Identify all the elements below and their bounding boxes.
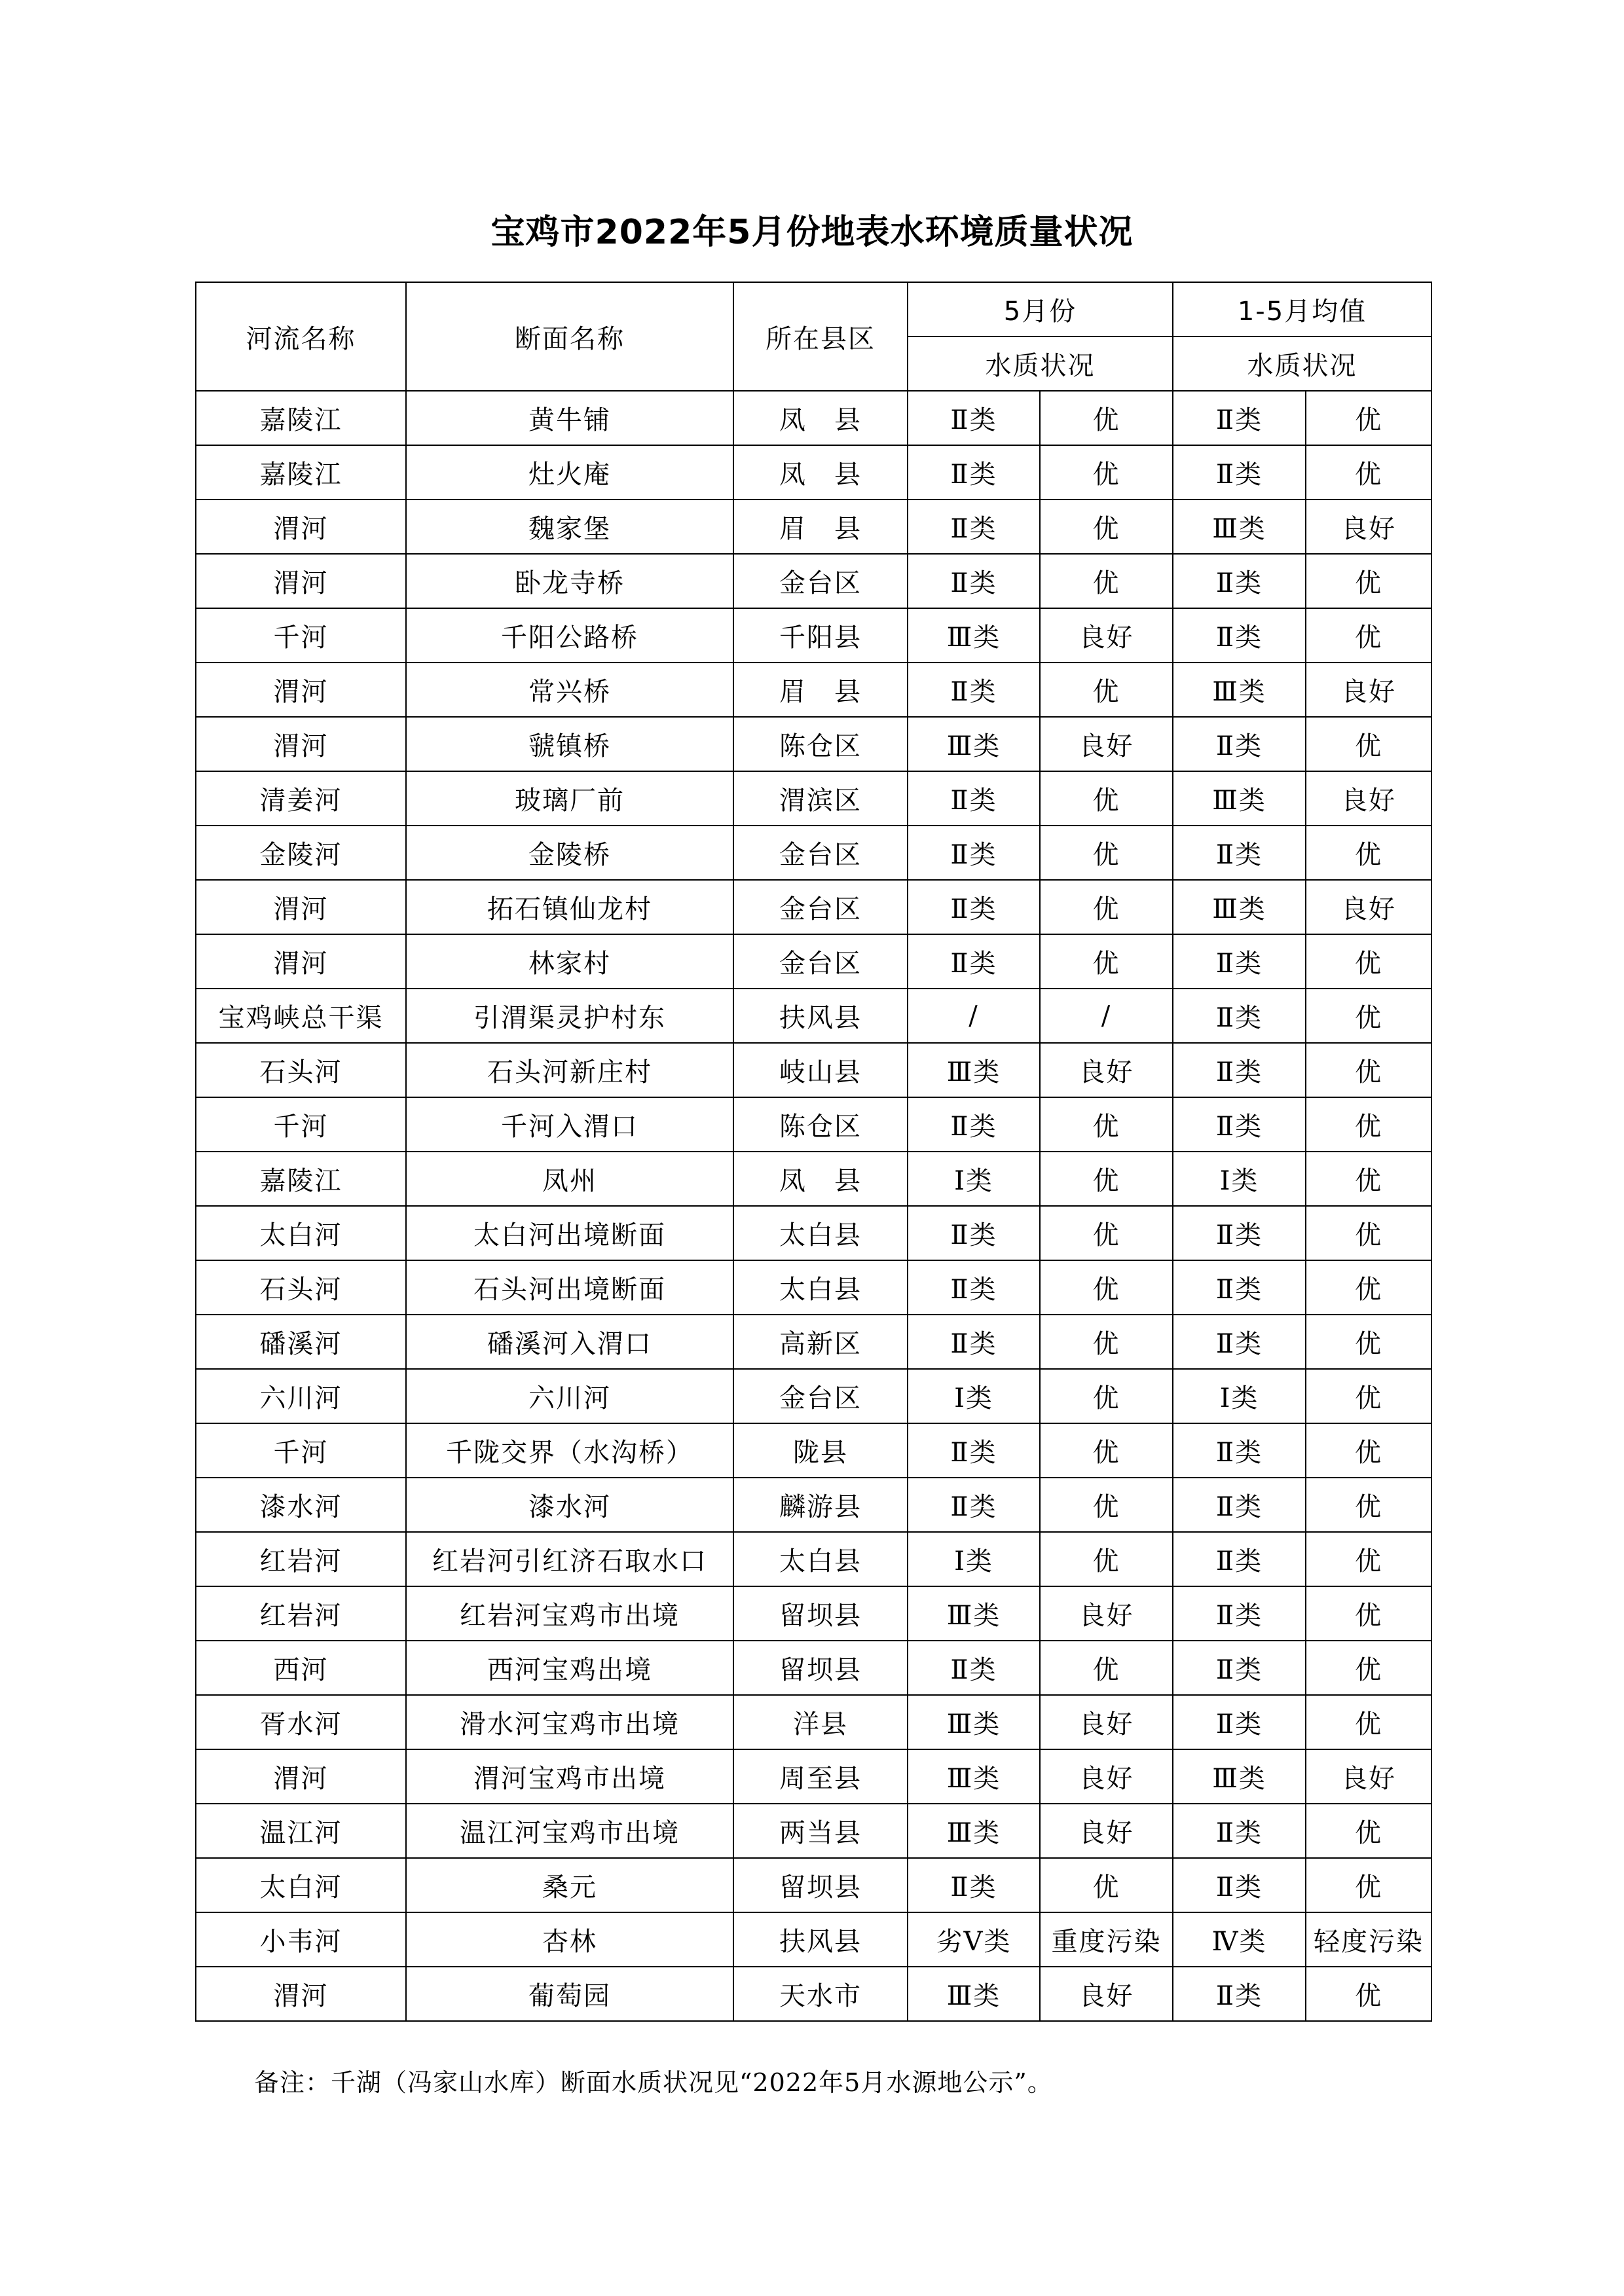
- cell-avg-status: 优: [1306, 554, 1431, 608]
- table-row: [196, 1912, 1431, 1967]
- cell-county: 留坝县: [733, 1858, 908, 1912]
- cell-section: 石头河出境断面: [406, 1260, 733, 1315]
- cell-section: 红岩河引红济石取水口: [406, 1532, 733, 1586]
- cell-river: 太白河: [196, 1858, 406, 1912]
- table-row: [196, 1532, 1431, 1586]
- cell-county: 金台区: [733, 826, 908, 880]
- cell-avg-class: Ⅱ类: [1173, 1478, 1306, 1532]
- cell-county: 金台区: [733, 1369, 908, 1423]
- cell-county: 金台区: [733, 934, 908, 989]
- cell-county: 岐山县: [733, 1043, 908, 1097]
- table-row: [196, 1749, 1431, 1804]
- cell-river: 石头河: [196, 1260, 406, 1315]
- header-may: 5月份: [908, 282, 1173, 337]
- cell-avg-class: Ⅱ类: [1173, 1423, 1306, 1478]
- header-avg-water-quality: 水质状况: [1173, 337, 1431, 391]
- cell-may-class: Ⅱ类: [908, 1206, 1040, 1260]
- water-quality-table: [195, 282, 1432, 2022]
- cell-avg-class: Ⅱ类: [1173, 1097, 1306, 1152]
- cell-avg-class: Ⅰ类: [1173, 1152, 1306, 1206]
- cell-avg-class: Ⅱ类: [1173, 1858, 1306, 1912]
- cell-river: 嘉陵江: [196, 391, 406, 445]
- cell-may-status: 优: [1040, 1206, 1173, 1260]
- cell-avg-status: 优: [1306, 1369, 1431, 1423]
- table-row: [196, 391, 1431, 445]
- cell-avg-status: 优: [1306, 1152, 1431, 1206]
- cell-may-class: Ⅱ类: [908, 1097, 1040, 1152]
- cell-may-status: 优: [1040, 934, 1173, 989]
- cell-avg-status: 优: [1306, 1043, 1431, 1097]
- cell-section: 拓石镇仙龙村: [406, 880, 733, 934]
- cell-river: 宝鸡峡总干渠: [196, 989, 406, 1043]
- cell-avg-class: Ⅱ类: [1173, 1315, 1306, 1369]
- cell-river: 千河: [196, 608, 406, 663]
- header-jan-may-avg: 1-5月均值: [1173, 282, 1431, 337]
- cell-river: 渭河: [196, 717, 406, 771]
- cell-river: 胥水河: [196, 1695, 406, 1749]
- cell-county: 凤 县: [733, 391, 908, 445]
- cell-avg-class: Ⅲ类: [1173, 663, 1306, 717]
- cell-river: 渭河: [196, 1967, 406, 2021]
- cell-may-status: 良好: [1040, 608, 1173, 663]
- cell-county: 洋县: [733, 1695, 908, 1749]
- cell-may-status: /: [1040, 989, 1173, 1043]
- cell-section: 漆水河: [406, 1478, 733, 1532]
- cell-avg-class: Ⅱ类: [1173, 608, 1306, 663]
- cell-county: 金台区: [733, 880, 908, 934]
- cell-may-status: 优: [1040, 1315, 1173, 1369]
- cell-section: 引渭渠灵护村东: [406, 989, 733, 1043]
- cell-section: 渭河宝鸡市出境: [406, 1749, 733, 1804]
- table-row: [196, 1423, 1431, 1478]
- cell-county: 渭滨区: [733, 771, 908, 826]
- cell-may-class: Ⅱ类: [908, 554, 1040, 608]
- cell-river: 渭河: [196, 1749, 406, 1804]
- table-row: [196, 1260, 1431, 1315]
- table-row: [196, 554, 1431, 608]
- cell-county: 麟游县: [733, 1478, 908, 1532]
- cell-may-status: 良好: [1040, 717, 1173, 771]
- cell-river: 金陵河: [196, 826, 406, 880]
- table-row: [196, 1858, 1431, 1912]
- cell-section: 凤州: [406, 1152, 733, 1206]
- cell-section: 杏林: [406, 1912, 733, 1967]
- cell-county: 眉 县: [733, 663, 908, 717]
- cell-county: 陈仓区: [733, 717, 908, 771]
- cell-county: 扶风县: [733, 1912, 908, 1967]
- cell-may-class: Ⅱ类: [908, 500, 1040, 554]
- table-header-row: [196, 282, 1431, 337]
- cell-avg-status: 优: [1306, 934, 1431, 989]
- header-may-water-quality: 水质状况: [908, 337, 1173, 391]
- cell-avg-class: Ⅲ类: [1173, 880, 1306, 934]
- cell-section: 魏家堡: [406, 500, 733, 554]
- cell-avg-status: 优: [1306, 445, 1431, 500]
- cell-county: 太白县: [733, 1260, 908, 1315]
- cell-may-status: 优: [1040, 1478, 1173, 1532]
- table-row: [196, 880, 1431, 934]
- cell-may-class: /: [908, 989, 1040, 1043]
- cell-may-class: Ⅱ类: [908, 1858, 1040, 1912]
- cell-section: 林家村: [406, 934, 733, 989]
- cell-avg-status: 优: [1306, 1858, 1431, 1912]
- cell-section: 玻璃厂前: [406, 771, 733, 826]
- cell-may-class: 劣Ⅴ类: [908, 1912, 1040, 1967]
- cell-county: 留坝县: [733, 1586, 908, 1641]
- header-river-name: 河流名称: [196, 282, 406, 391]
- cell-river: 石头河: [196, 1043, 406, 1097]
- cell-river: 小韦河: [196, 1912, 406, 1967]
- cell-avg-class: Ⅱ类: [1173, 445, 1306, 500]
- table-row: [196, 1152, 1431, 1206]
- cell-county: 陇县: [733, 1423, 908, 1478]
- cell-may-status: 优: [1040, 1097, 1173, 1152]
- cell-may-status: 优: [1040, 1152, 1173, 1206]
- cell-avg-class: Ⅱ类: [1173, 1532, 1306, 1586]
- cell-river: 红岩河: [196, 1586, 406, 1641]
- cell-avg-status: 优: [1306, 1315, 1431, 1369]
- cell-county: 凤 县: [733, 445, 908, 500]
- cell-may-class: Ⅲ类: [908, 1043, 1040, 1097]
- cell-avg-status: 优: [1306, 1260, 1431, 1315]
- cell-may-status: 优: [1040, 1423, 1173, 1478]
- cell-may-class: Ⅱ类: [908, 1641, 1040, 1695]
- cell-county: 扶风县: [733, 989, 908, 1043]
- cell-avg-status: 良好: [1306, 771, 1431, 826]
- cell-avg-status: 优: [1306, 1423, 1431, 1478]
- cell-avg-status: 优: [1306, 717, 1431, 771]
- table-row: [196, 717, 1431, 771]
- cell-avg-class: Ⅱ类: [1173, 989, 1306, 1043]
- table-row: [196, 445, 1431, 500]
- cell-section: 太白河出境断面: [406, 1206, 733, 1260]
- cell-county: 天水市: [733, 1967, 908, 2021]
- cell-section: 黄牛铺: [406, 391, 733, 445]
- cell-section: 千阳公路桥: [406, 608, 733, 663]
- table-row: [196, 989, 1431, 1043]
- cell-may-status: 优: [1040, 826, 1173, 880]
- cell-avg-status: 优: [1306, 1695, 1431, 1749]
- cell-avg-status: 优: [1306, 1967, 1431, 2021]
- table-row: [196, 934, 1431, 989]
- cell-avg-class: Ⅲ类: [1173, 500, 1306, 554]
- cell-avg-class: Ⅲ类: [1173, 1749, 1306, 1804]
- cell-river: 渭河: [196, 554, 406, 608]
- cell-avg-status: 良好: [1306, 1749, 1431, 1804]
- cell-avg-class: Ⅱ类: [1173, 1260, 1306, 1315]
- cell-section: 西河宝鸡出境: [406, 1641, 733, 1695]
- cell-may-status: 优: [1040, 445, 1173, 500]
- cell-avg-status: 优: [1306, 391, 1431, 445]
- cell-avg-status: 良好: [1306, 500, 1431, 554]
- cell-section: 滑水河宝鸡市出境: [406, 1695, 733, 1749]
- cell-river: 渭河: [196, 500, 406, 554]
- cell-may-class: Ⅱ类: [908, 880, 1040, 934]
- cell-avg-class: Ⅱ类: [1173, 1695, 1306, 1749]
- table-row: [196, 826, 1431, 880]
- table-row: [196, 1097, 1431, 1152]
- cell-may-status: 优: [1040, 663, 1173, 717]
- table-row: [196, 608, 1431, 663]
- cell-river: 渭河: [196, 663, 406, 717]
- cell-may-status: 优: [1040, 771, 1173, 826]
- cell-avg-status: 良好: [1306, 663, 1431, 717]
- cell-river: 温江河: [196, 1804, 406, 1858]
- cell-river: 渭河: [196, 934, 406, 989]
- cell-avg-class: Ⅱ类: [1173, 826, 1306, 880]
- cell-avg-status: 优: [1306, 608, 1431, 663]
- cell-may-status: 优: [1040, 500, 1173, 554]
- cell-may-class: Ⅱ类: [908, 826, 1040, 880]
- cell-may-class: Ⅱ类: [908, 1260, 1040, 1315]
- cell-county: 太白县: [733, 1532, 908, 1586]
- table-row: [196, 771, 1431, 826]
- cell-may-class: Ⅲ类: [908, 1749, 1040, 1804]
- cell-may-class: Ⅱ类: [908, 771, 1040, 826]
- cell-avg-status: 优: [1306, 989, 1431, 1043]
- cell-may-status: 良好: [1040, 1967, 1173, 2021]
- cell-may-status: 优: [1040, 1532, 1173, 1586]
- cell-may-status: 良好: [1040, 1043, 1173, 1097]
- table-row: [196, 1369, 1431, 1423]
- cell-river: 红岩河: [196, 1532, 406, 1586]
- cell-avg-class: Ⅱ类: [1173, 1641, 1306, 1695]
- table-row: [196, 1043, 1431, 1097]
- cell-may-class: Ⅲ类: [908, 608, 1040, 663]
- cell-river: 漆水河: [196, 1478, 406, 1532]
- cell-avg-class: Ⅱ类: [1173, 717, 1306, 771]
- cell-avg-status: 优: [1306, 1478, 1431, 1532]
- cell-avg-class: Ⅱ类: [1173, 554, 1306, 608]
- cell-avg-status: 轻度污染: [1306, 1912, 1431, 1967]
- cell-may-class: Ⅱ类: [908, 1315, 1040, 1369]
- cell-avg-class: Ⅲ类: [1173, 771, 1306, 826]
- table-row: [196, 1967, 1431, 2021]
- cell-county: 陈仓区: [733, 1097, 908, 1152]
- cell-may-status: 良好: [1040, 1695, 1173, 1749]
- cell-may-status: 优: [1040, 391, 1173, 445]
- cell-may-class: Ⅲ类: [908, 1967, 1040, 2021]
- cell-may-status: 良好: [1040, 1804, 1173, 1858]
- cell-section: 灶火庵: [406, 445, 733, 500]
- cell-may-status: 优: [1040, 554, 1173, 608]
- cell-section: 六川河: [406, 1369, 733, 1423]
- cell-section: 常兴桥: [406, 663, 733, 717]
- cell-section: 磻溪河入渭口: [406, 1315, 733, 1369]
- cell-section: 卧龙寺桥: [406, 554, 733, 608]
- cell-avg-class: Ⅱ类: [1173, 1586, 1306, 1641]
- cell-avg-status: 优: [1306, 1097, 1431, 1152]
- cell-county: 周至县: [733, 1749, 908, 1804]
- cell-county: 眉 县: [733, 500, 908, 554]
- cell-county: 两当县: [733, 1804, 908, 1858]
- cell-avg-class: Ⅱ类: [1173, 1043, 1306, 1097]
- table-row: [196, 1315, 1431, 1369]
- cell-avg-class: Ⅰ类: [1173, 1369, 1306, 1423]
- cell-river: 清姜河: [196, 771, 406, 826]
- cell-section: 石头河新庄村: [406, 1043, 733, 1097]
- cell-may-class: Ⅲ类: [908, 1804, 1040, 1858]
- cell-may-class: Ⅰ类: [908, 1369, 1040, 1423]
- cell-county: 千阳县: [733, 608, 908, 663]
- cell-river: 千河: [196, 1097, 406, 1152]
- cell-avg-class: Ⅱ类: [1173, 1967, 1306, 2021]
- cell-county: 太白县: [733, 1206, 908, 1260]
- table-row: [196, 1641, 1431, 1695]
- header-section-name: 断面名称: [406, 282, 733, 391]
- cell-may-class: Ⅱ类: [908, 1478, 1040, 1532]
- cell-avg-class: Ⅱ类: [1173, 934, 1306, 989]
- cell-section: 千河入渭口: [406, 1097, 733, 1152]
- cell-section: 葡萄园: [406, 1967, 733, 2021]
- cell-section: 虢镇桥: [406, 717, 733, 771]
- cell-may-class: Ⅰ类: [908, 1532, 1040, 1586]
- footnote: 备注：千湖（冯家山水库）断面水质状况见“2022年5月水源地公示”。: [254, 2068, 1053, 2097]
- cell-may-class: Ⅲ类: [908, 717, 1040, 771]
- cell-river: 嘉陵江: [196, 1152, 406, 1206]
- table-row: [196, 1586, 1431, 1641]
- cell-section: 桑元: [406, 1858, 733, 1912]
- cell-may-class: Ⅲ类: [908, 1586, 1040, 1641]
- cell-river: 千河: [196, 1423, 406, 1478]
- cell-county: 留坝县: [733, 1641, 908, 1695]
- cell-may-class: Ⅲ类: [908, 1695, 1040, 1749]
- cell-river: 嘉陵江: [196, 445, 406, 500]
- cell-may-status: 优: [1040, 1369, 1173, 1423]
- cell-avg-status: 良好: [1306, 880, 1431, 934]
- cell-county: 凤 县: [733, 1152, 908, 1206]
- cell-avg-class: Ⅱ类: [1173, 1206, 1306, 1260]
- cell-avg-status: 优: [1306, 1641, 1431, 1695]
- cell-avg-class: Ⅳ类: [1173, 1912, 1306, 1967]
- cell-avg-status: 优: [1306, 1804, 1431, 1858]
- cell-may-status: 优: [1040, 1260, 1173, 1315]
- cell-avg-class: Ⅱ类: [1173, 1804, 1306, 1858]
- cell-may-status: 良好: [1040, 1749, 1173, 1804]
- cell-river: 六川河: [196, 1369, 406, 1423]
- cell-may-class: Ⅱ类: [908, 663, 1040, 717]
- table-row: [196, 500, 1431, 554]
- cell-river: 太白河: [196, 1206, 406, 1260]
- cell-section: 金陵桥: [406, 826, 733, 880]
- cell-river: 磻溪河: [196, 1315, 406, 1369]
- table-row: [196, 1804, 1431, 1858]
- cell-section: 温江河宝鸡市出境: [406, 1804, 733, 1858]
- cell-avg-status: 优: [1306, 826, 1431, 880]
- cell-avg-status: 优: [1306, 1206, 1431, 1260]
- cell-may-class: Ⅰ类: [908, 1152, 1040, 1206]
- cell-avg-status: 优: [1306, 1532, 1431, 1586]
- cell-river: 西河: [196, 1641, 406, 1695]
- cell-may-status: 良好: [1040, 1586, 1173, 1641]
- cell-may-status: 优: [1040, 1641, 1173, 1695]
- cell-may-class: Ⅱ类: [908, 934, 1040, 989]
- cell-county: 金台区: [733, 554, 908, 608]
- cell-may-class: Ⅱ类: [908, 391, 1040, 445]
- cell-section: 千陇交界（水沟桥）: [406, 1423, 733, 1478]
- page-title: 宝鸡市2022年5月份地表水环境质量状况: [490, 213, 1134, 252]
- cell-may-status: 优: [1040, 880, 1173, 934]
- cell-section: 红岩河宝鸡市出境: [406, 1586, 733, 1641]
- cell-may-status: 重度污染: [1040, 1912, 1173, 1967]
- cell-may-class: Ⅱ类: [908, 445, 1040, 500]
- cell-may-class: Ⅱ类: [908, 1423, 1040, 1478]
- table-row: [196, 663, 1431, 717]
- cell-county: 高新区: [733, 1315, 908, 1369]
- cell-river: 渭河: [196, 880, 406, 934]
- cell-avg-status: 优: [1306, 1586, 1431, 1641]
- table-row: [196, 1695, 1431, 1749]
- cell-may-status: 优: [1040, 1858, 1173, 1912]
- header-county: 所在县区: [733, 282, 908, 391]
- cell-avg-class: Ⅱ类: [1173, 391, 1306, 445]
- table-row: [196, 1206, 1431, 1260]
- table-row: [196, 1478, 1431, 1532]
